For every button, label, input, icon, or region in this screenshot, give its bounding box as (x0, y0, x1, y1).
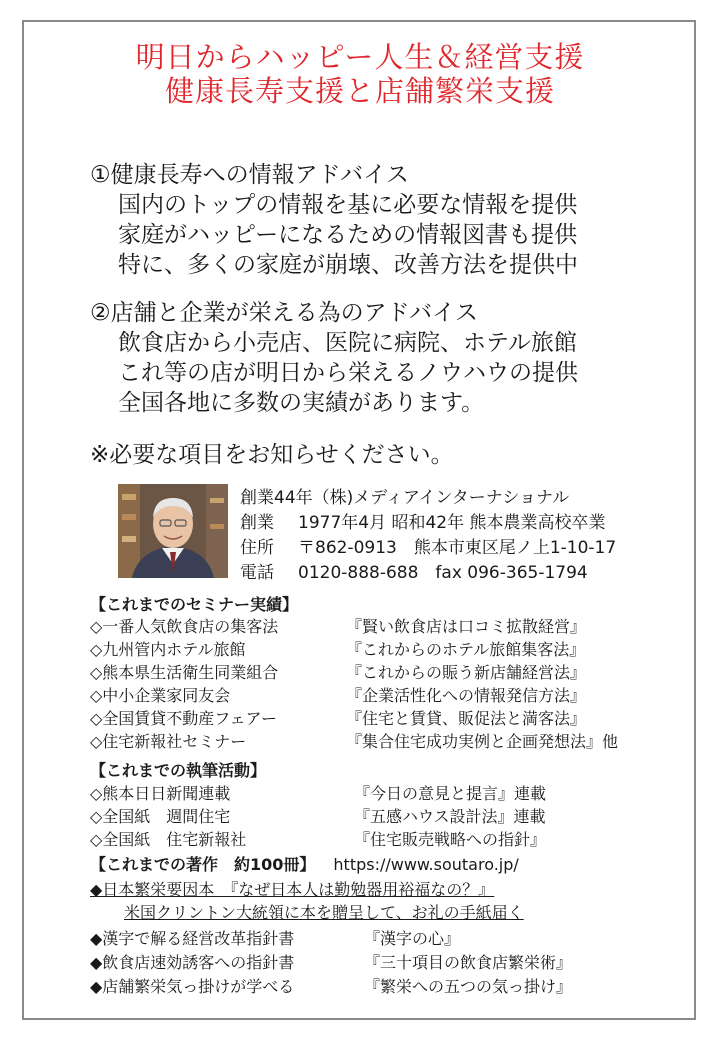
section2-heading: ②店舗と企業が栄える為のアドバイス (90, 300, 478, 326)
section1-line: 家庭がハッピーになるための情報図書も提供 (118, 222, 578, 248)
section1-line: 国内のトップの情報を基に必要な情報を提供 (118, 192, 578, 218)
founded-label: 創業 (240, 513, 274, 533)
founded-row (240, 512, 606, 534)
section2-line: 飲食店から小売店、医院に病院、ホテル旅館 (118, 330, 577, 356)
featured-book-line-2: 米国クリントン大統領に本を贈呈して、お礼の手紙届く (124, 903, 524, 922)
phone-row (240, 562, 588, 584)
section1-heading: ①健康長寿への情報アドバイス (90, 162, 409, 188)
founded-value: 1977年4月 昭和42年 熊本農業高校卒業 (298, 513, 606, 533)
website-link[interactable]: https://www.soutaro.jp/ (333, 855, 519, 874)
seminars-heading: 【これまでのセミナー実績】 (90, 595, 299, 614)
phone-value: 0120-888-688 fax 096-365-1794 (298, 563, 588, 583)
featured-book-line-1: ◆日本繁栄要因本 『なぜ日本人は勤勉器用裕福なの？』 (90, 880, 495, 899)
address-row (240, 537, 616, 559)
profile-photo (118, 484, 228, 578)
address-label: 住所 (240, 538, 274, 558)
notice-text: ※必要な項目をお知らせください。 (90, 442, 454, 468)
writing-heading: 【これまでの執筆活動】 (90, 761, 267, 780)
section1-line: 特に、多くの家庭が崩壊、改善方法を提供中 (118, 252, 578, 278)
company-name: 創業44年（株)メディアインターナショナル (240, 488, 570, 508)
books-heading (90, 854, 519, 875)
phone-label: 電話 (240, 563, 274, 583)
address-value: 〒862-0913 熊本市東区尾ノ上1-10-17 (298, 538, 617, 558)
books-heading-label: 【これまでの著作 約100冊】 (90, 855, 316, 874)
section2-line: これ等の店が明日から栄えるノウハウの提供 (118, 360, 578, 386)
page-title-line-1: 明日からハッピー人生＆経営支援 (135, 40, 585, 74)
page-title-line-2: 健康長寿支援と店舗繁栄支援 (164, 74, 555, 108)
section2-line: 全国各地に多数の実績があります。 (118, 390, 485, 416)
